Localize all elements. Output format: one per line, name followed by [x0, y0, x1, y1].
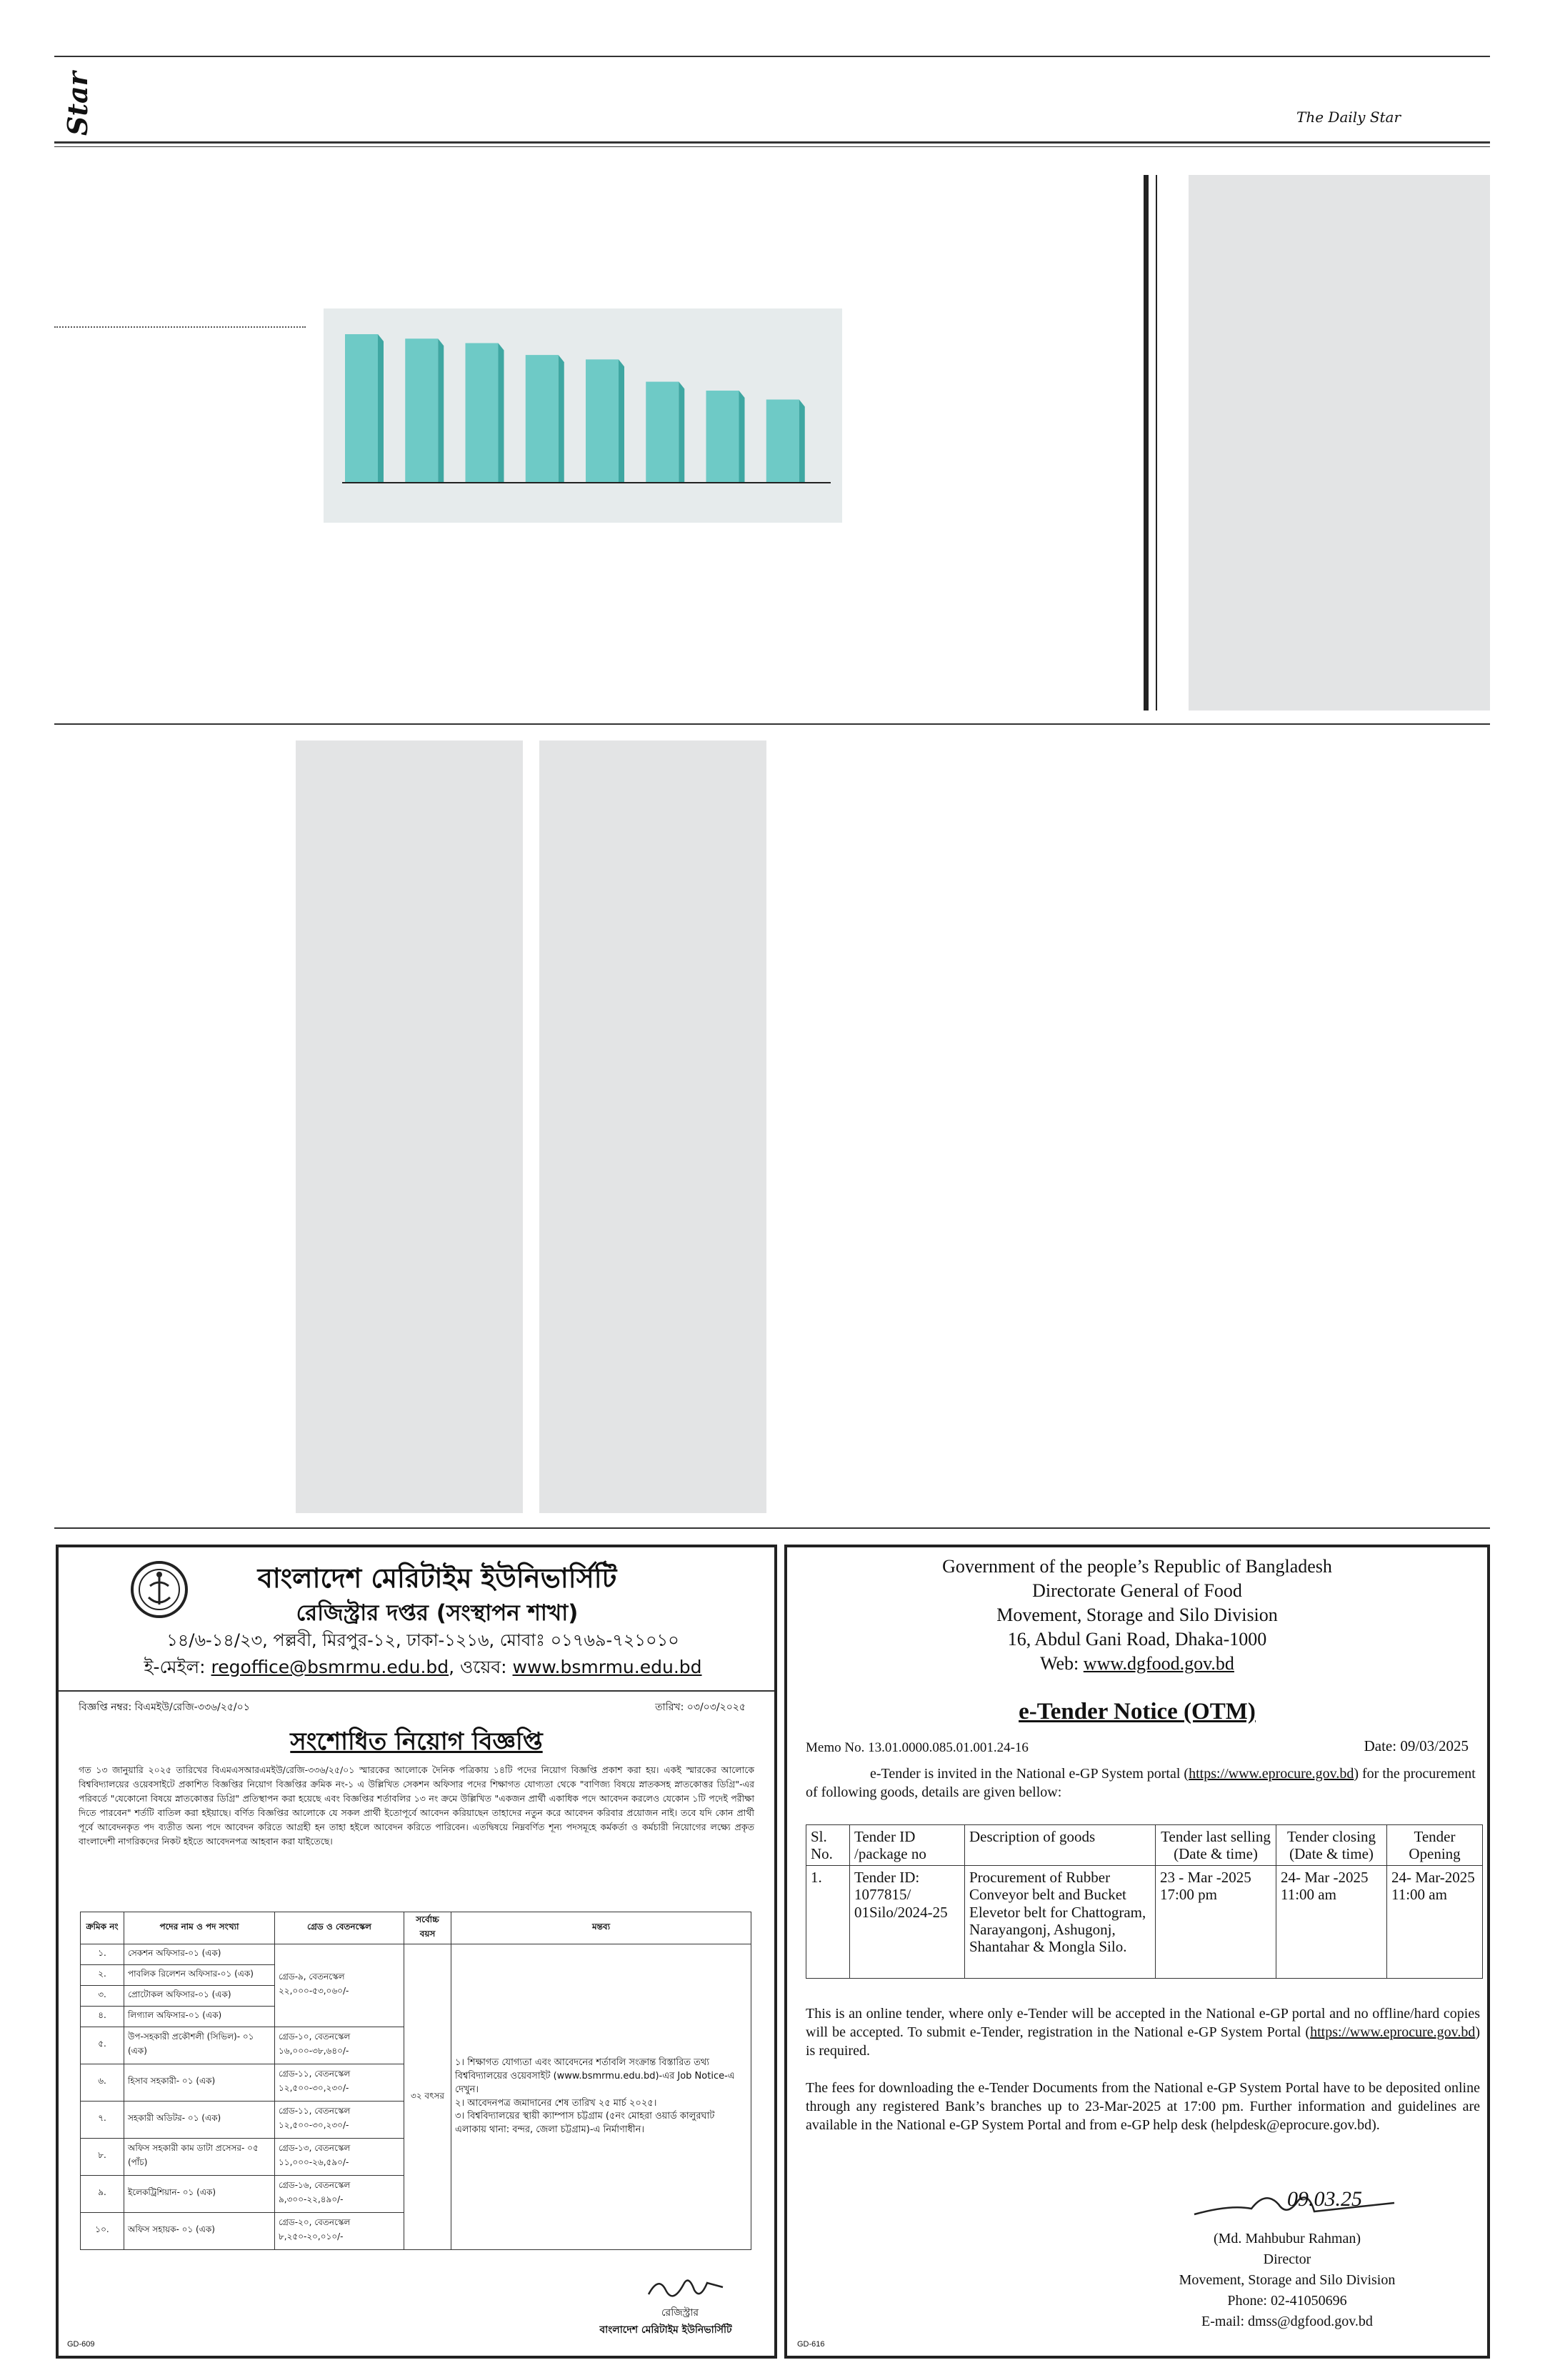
header-line: 16, Abdul Gani Road, Dhaka-1000 — [1007, 1629, 1267, 1650]
column-rule-thin — [1156, 175, 1157, 711]
email-label: ই-মেইল: — [144, 1657, 211, 1677]
dgfood-web-link[interactable]: www.dgfood.gov.bd — [1083, 1653, 1234, 1674]
chart-bar-side — [799, 400, 805, 483]
max-age-cell: ৩২ বৎসর — [404, 1944, 451, 2250]
table-row: ৬. হিসাব সহকারী- ০১ (এক) গ্রেড-১১, বেতনস্কেল ১২,৫০০-৩০,২৩০/- — [81, 2064, 751, 2101]
col-description: Description of goods — [965, 1825, 1156, 1866]
col-last-selling: Tender last selling (Date & time) — [1156, 1825, 1276, 1866]
table-row: 1. Tender ID: 1077815/ 01Silo/2024-25 Procurement of Rubber Conveyor belt and Bucket Elevetor belt for Chattogram, Narayangonj, Ashugonj, Shantahar & Mongla Silo. 23 - Mar -2025 17:00 pm 24- Mar -2025 11:00 am 24- Mar-2025 11:00 am — [806, 1866, 1483, 1979]
col-remarks: মন্তব্য — [451, 1912, 751, 1944]
table-row: ৭. সহকারী অডিটর- ০১ (এক) গ্রেড-১১, বেতনস্কেল ১২,৫০০-৩০,২৩০/- — [81, 2101, 751, 2138]
signer-block — [1130, 2229, 1444, 2332]
gd-code-right: GD-616 — [797, 2340, 825, 2349]
dgfood-tender-ad — [784, 1545, 1490, 2359]
university-address: ১৪/৬-১৪/২৩, পল্লবী, মিরপুর-১২, ঢাকা-১২১৬, মোবাঃ ০১৭৬৯-৭২১০১০ — [166, 1630, 679, 1650]
grade-cell: গ্রেড-১১, বেতনস্কেল ১২,৫০০-৩০,২৩০/- — [275, 2064, 404, 2101]
col-grade: গ্রেড ও বেতনস্কেল — [275, 1912, 404, 1944]
lower-rule — [54, 1527, 1490, 1529]
col-tender-id: Tender ID /package no — [850, 1825, 965, 1866]
notice-intro: গত ১৩ জানুয়ারি ২০২৫ তারিখের বিএমএসআরএমইউ/রেজি-৩৩৬/২৫/০১ স্মারকের আলোকে দৈনিক পত্রিকায় ১৪টি পদের নিয়োগ বিজ্ঞপ্তি প্রকাশ করা হয়। একই স্মারকের আলোকে বিশ্ববিদ্যালয়ের ওয়েবসাইটে প্রকাশিত বিজ্ঞপ্তির নিয়োগ বিজ্ঞপ্তির ক্রমিক নং-১ এ উল্লিখিত সেকশন অফিসার পদের শিক্ষাগত যোগ্যতা থেকে "বাণিজ্য বিষয়ে স্নাতকসহ স্নাতকোত্তর ডিগ্রি"-এর পরিবর্তে "যেকোনো বিষয়ে স্নাতকোত্তর ডিগ্রি" প্রতিস্থাপন করা হয়েছে এবং বিজ্ঞপ্তির শর্তাবলির ১৩ নং ক্রমে উল্লিখিত "একজন প্রার্থী একাধিক পদে আবেদন করলেও যেকোন ১টি পদেই পরীক্ষা দিতে পারবেন" শর্তটি বাতিল করা হইয়াছে। বর্ণিত বিজ্ঞপ্তির আলোকে যে সকল প্রার্থী ইতোপূর্বে আবেদন করিয়াছেন তাহাদের নতুন করে আবেদন করিবার প্রয়োজন নাই। তবে যদি কোন প্রার্থী পূর্বে আবেদনকৃত পদ ব্যতীত অন্য পদে আবেদন করিতে আগ্রহী হন তাহা হইলে আবেদন করিতে পারিবেন। এতদ্বিষয়ে নিম্নবর্ণিত শূন্য পদসমূহে কর্মকর্তা ও কর্মচারী নিয়োগের লক্ষ্যে প্রকৃত বাংলাদেশী নাগরিকদের নিকট হইতে আবেদনপত্র আহবান করা যাইতেছে। — [79, 1764, 754, 1847]
top-rule — [54, 56, 1490, 57]
table-row: ৪. লিগ্যাল অফিসার-০১ (এক) — [81, 2006, 751, 2027]
signer-email: E-mail: dmss@dgfood.gov.bd — [1201, 2314, 1373, 2329]
header-line: Movement, Storage and Silo Division — [996, 1605, 1278, 1625]
masthead-rule-thin — [54, 146, 1490, 147]
signature-title: রেজিস্ট্রার — [661, 2307, 699, 2319]
notice-date: তারিখ: ০৩/০৩/২০২৫ — [655, 1702, 746, 1713]
daily-star-wordmark: The Daily Star — [1296, 109, 1401, 126]
remark-2: ২। আবেদনপত্র জমাদানের শেষ তারিখ ২৫ মার্চ ২০২৫। — [455, 2097, 657, 2109]
chart-bar — [526, 355, 559, 483]
university-emblem-icon — [129, 1557, 190, 1622]
chart-bar — [405, 338, 438, 483]
chart-bar-side — [739, 391, 745, 483]
col-closing: Tender closing (Date & time) — [1276, 1825, 1387, 1866]
signature-org: বাংলাদেশ মেরিটাইম ইউনিভার্সিটি — [599, 2324, 732, 2336]
grade-cell: গ্রেড-১৩, বেতনস্কেল ১১,০০০-২৬,৫৯০/- — [275, 2138, 404, 2175]
web-link[interactable]: www.bsmrmu.edu.bd — [512, 1657, 702, 1677]
remarks-cell — [451, 1944, 751, 2250]
university-name: বাংলাদেশ মেরিটাইম ইউনিভার্সিটি — [257, 1562, 617, 1594]
table-row: ২. পাবলিক রিলেশন অফিসার-০১ (এক) — [81, 1964, 751, 1985]
chart-bar-side — [378, 334, 384, 483]
vacancy-table — [80, 1912, 751, 2250]
tender-intro: e-Tender is invited in the National e-GP System portal (https://www.eprocure.gov.bd) for the procurement of following goods, details are given bellow: — [806, 1766, 1476, 1800]
chart-bar — [706, 391, 739, 483]
contact-line — [116, 1653, 730, 1684]
remark-3: ৩। বিশ্ববিদ্যালয়ের স্থায়ী ক্যাম্পাস চট্টগ্রাম (৫নং মোহরা ওয়ার্ড কালুরঘাট এলাকায় থানা: বন্দর, জেলা চট্টগ্রাম)-এ নির্মাণাধীন। — [455, 2111, 715, 2136]
col-serial: ক্রমিক নং — [81, 1912, 124, 1944]
col-post: পদের নাম ও পদ সংখ্যা — [124, 1912, 275, 1944]
star-logo: Star — [61, 71, 94, 136]
table-row: ১. সেকশন অফিসার-০১ (এক) গ্রেড-৯, বেতনস্কেল ২২,০০০-৫৩,০৬০/- ৩২ বৎসর ১। শিক্ষাগত যোগ্যতা এবং আবেদনের শর্তাবলি সংক্রান্ত বিস্তারিত তথ্য বিশ্ববিদ্যালয়ের ওয়েবসাইট (www.bsmrmu.edu.bd)-এর Job Notice-এ দেখুন। ২। আবেদনপত্র জমাদানের শেষ তারিখ ২৫ মার্চ ২০২৫। ৩। বিশ্ববিদ্যালয়ের স্থায়ী ক্যাম্পাস চট্টগ্রাম (৫নং মোহরা ওয়ার্ড কালুরঘাট এলাকায় থানা: বন্দর, জেলা চট্টগ্রাম)-এ নির্মাণাধীন। — [81, 1944, 751, 1965]
ad-left-header-rule — [59, 1690, 774, 1692]
registrar-signature — [644, 2269, 730, 2304]
online-tender-paragraph: This is an online tender, where only e-Tender will be accepted in the National e-GP portal and no offline/hard copies will be accepted. To submit e-Tender, registration in the National e-GP System Portal (https://www.eprocure.gov.bd) is required. — [806, 2006, 1480, 2059]
chart-bar-side — [619, 359, 624, 483]
chart-bar — [586, 359, 619, 483]
table-row: ১০. অফিস সহায়ক- ০১ (এক) গ্রেড-২০, বেতনস্কেল ৮,২৫০-২০,০১০/- — [81, 2212, 751, 2249]
signature-date: 09.03.25 — [1287, 2187, 1362, 2211]
fees-paragraph: The fees for downloading the e-Tender Documents from the National e-GP System Portal have to be deposited online through any registered Bank’s branches up to 23-Mar-2025 at 17:00 pm. Further information and guidelines are available in the National e-GP System Portal and from e-GP help desk (helpdesk@eprocure.gov.bd). — [806, 2080, 1480, 2133]
grade-cell: গ্রেড-২০, বেতনস্কেল ৮,২৫০-২০,০১০/- — [275, 2212, 404, 2249]
grade-cell: গ্রেড-১০, বেতনস্কেল ১৬,০০০-৩৮,৬৪০/- — [275, 2027, 404, 2064]
web-label: , ওয়েব: — [449, 1657, 513, 1677]
signer-phone: Phone: 02-41050696 — [1227, 2293, 1347, 2309]
column-rule-thick — [1144, 175, 1149, 711]
bar-chart-svg — [324, 308, 842, 523]
masthead-rule — [54, 141, 1490, 144]
chart-bar-side — [559, 355, 564, 483]
signer-name: (Md. Mahbubur Rahman) — [1213, 2231, 1361, 2246]
table-row: ৮. অফিস সহকারী কাম ডাটা প্রসেসর- ০৫ (পাঁচ) গ্রেড-১৩, বেতনস্কেল ১১,০০০-২৬,৫৯০/- — [81, 2138, 751, 2175]
header-line: Directorate General of Food — [1032, 1580, 1242, 1601]
tender-table — [806, 1824, 1483, 1979]
web-line: Web: www.dgfood.gov.bd — [1040, 1653, 1234, 1674]
grade-cell: গ্রেড-৯, বেতনস্কেল ২২,০০০-৫৩,০৬০/- — [275, 1944, 404, 2027]
chart-bar — [766, 400, 799, 483]
ad-placeholder-2 — [539, 740, 766, 1513]
ref-number: বিজ্ঞপ্তি নম্বর: বিএমইউ/রেজি-৩৩৬/২৫/০১ — [79, 1702, 250, 1713]
header-line: Government of the people’s Republic of Bangladesh — [942, 1556, 1332, 1577]
eprocure-link-2[interactable]: https://www.eprocure.gov.bd — [1310, 2024, 1476, 2040]
chart-bar — [646, 382, 679, 483]
email-link[interactable]: regoffice@bsmrmu.edu.bd — [211, 1657, 449, 1677]
memo-number: Memo No. 13.01.0000.085.01.001.24-16 — [806, 1740, 1029, 1755]
grade-cell: গ্রেড-১১, বেতনস্কেল ১২,৫০০-৩০,২৩০/- — [275, 2101, 404, 2138]
notice-title: সংশোধিত নিয়োগ বিজ্ঞপ্তি — [290, 1727, 543, 1756]
mid-rule — [54, 723, 1490, 725]
ad-placeholder-1 — [296, 740, 523, 1513]
gd-code-left: GD-609 — [67, 2340, 95, 2349]
col-age: সর্বোচ্চ বয়স — [404, 1912, 451, 1944]
section-divider-dotted — [54, 326, 306, 328]
ad-placeholder-right — [1189, 175, 1490, 711]
grade-cell: গ্রেড-১৬, বেতনস্কেল ৯,৩০০-২২,৪৯০/- — [275, 2175, 404, 2212]
registrar-office: রেজিস্ট্রার দপ্তর (সংস্থাপন শাখা) — [296, 1600, 579, 1626]
ad-right-header — [787, 1555, 1487, 1676]
chart-bar-side — [679, 382, 684, 483]
signer-division: Movement, Storage and Silo Division — [1179, 2272, 1396, 2288]
signer-title: Director — [1263, 2251, 1311, 2267]
table-row: ৫. উপ-সহকারী প্রকৌশলী (সিভিল)- ০১ (এক) গ্রেড-১০, বেতনস্কেল ১৬,০০০-৩৮,৬৪০/- — [81, 2027, 751, 2064]
chart-bar-side — [499, 343, 504, 483]
table-row: ৩. প্রোটোকল অফিসার-০১ (এক) — [81, 1985, 751, 2006]
tender-title: e-Tender Notice (OTM) — [1019, 1699, 1256, 1724]
eprocure-link[interactable]: https://www.eprocure.gov.bd — [1189, 1766, 1354, 1782]
chart-bar — [345, 334, 378, 483]
col-sl: Sl. No. — [806, 1825, 850, 1866]
bsmrmu-recruitment-ad — [56, 1545, 777, 2359]
remark-1: ১। শিক্ষাগত যোগ্যতা এবং আবেদনের শর্তাবলি সংক্রান্ত বিস্তারিত তথ্য বিশ্ববিদ্যালয়ের ওয়েবসাইট (www.bsmrmu.edu.bd)-এর Job Notice-এ দেখুন। — [455, 2057, 735, 2095]
bar-chart — [324, 308, 842, 523]
chart-bar — [466, 343, 499, 483]
col-opening: Tender Opening — [1387, 1825, 1483, 1866]
table-row: ৯. ইলেকট্রিশিয়ান- ০১ (এক) গ্রেড-১৬, বেতনস্কেল ৯,৩০০-২২,৪৯০/- — [81, 2175, 751, 2212]
memo-date: Date: 09/03/2025 — [1364, 1737, 1469, 1754]
chart-bar-side — [438, 338, 444, 483]
